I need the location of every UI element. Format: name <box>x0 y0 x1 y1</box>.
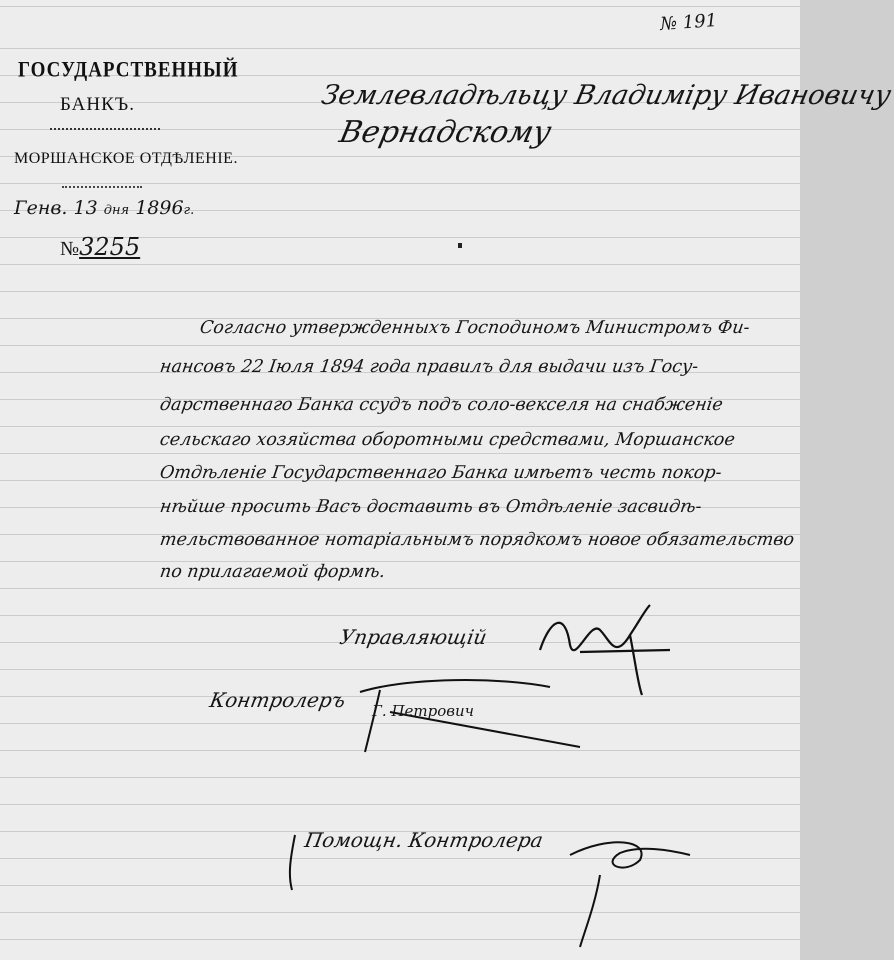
bank-name-line1: ГОСУДАРСТВЕННЫЙ <box>18 58 239 83</box>
body-line-5: Отдѣленіе Государственнаго Банка имѣетъ честь покор- <box>158 463 723 483</box>
archive-number: № 191 <box>659 10 718 35</box>
body-line-6: нѣйше просить Васъ доставить въ Отдѣленіе засвидѣ- <box>158 497 703 517</box>
date-day: 13 <box>73 197 98 219</box>
ink-dot <box>458 243 462 248</box>
branch-name: МОРШАНСКОЕ ОТДѢЛЕНІЕ. <box>14 150 238 167</box>
letter-date <box>14 197 194 219</box>
body-line-7: тельствованное нотаріальнымъ порядкомъ новое обязательство <box>158 530 796 550</box>
body-line-8: по прилагаемой формѣ. <box>158 562 387 582</box>
addressee-line1: Землевладѣльцу Владиміру Ивановичу <box>318 80 894 111</box>
number-value: 3255 <box>79 233 141 261</box>
letterhead-divider <box>50 128 160 130</box>
bank-name-line2: БАНКЪ. <box>60 94 135 115</box>
date-suffix: г. <box>183 203 195 218</box>
body-line-4: сельскаго хозяйства оборотными средствами, Моршанское <box>158 430 737 450</box>
date-year: 1896 <box>135 197 184 219</box>
letter-number <box>60 233 140 261</box>
body-line-3: дарственнаго Банка ссудъ подъ соло-векселя на снабженіе <box>158 395 725 415</box>
manager-label: Управляющій <box>337 625 489 649</box>
number-prefix: № <box>60 238 80 260</box>
body-line-1: Согласно утвержденныхъ Господиномъ Министромъ Фи- <box>198 318 751 338</box>
addressee-line2: Вернадскому <box>336 115 555 150</box>
letterhead-divider-2 <box>62 186 142 188</box>
date-month: Генв. <box>14 197 68 219</box>
body-line-2: нансовъ 22 Іюля 1894 года правилъ для выдачи изъ Госу- <box>158 357 700 377</box>
controller-label: Контролеръ <box>207 688 348 712</box>
date-day-word: дня <box>103 203 130 218</box>
controller-name: Г. Петрович <box>372 702 475 720</box>
assistant-signature <box>280 815 700 955</box>
assistant-label: Помощн. Контролера <box>302 828 545 852</box>
